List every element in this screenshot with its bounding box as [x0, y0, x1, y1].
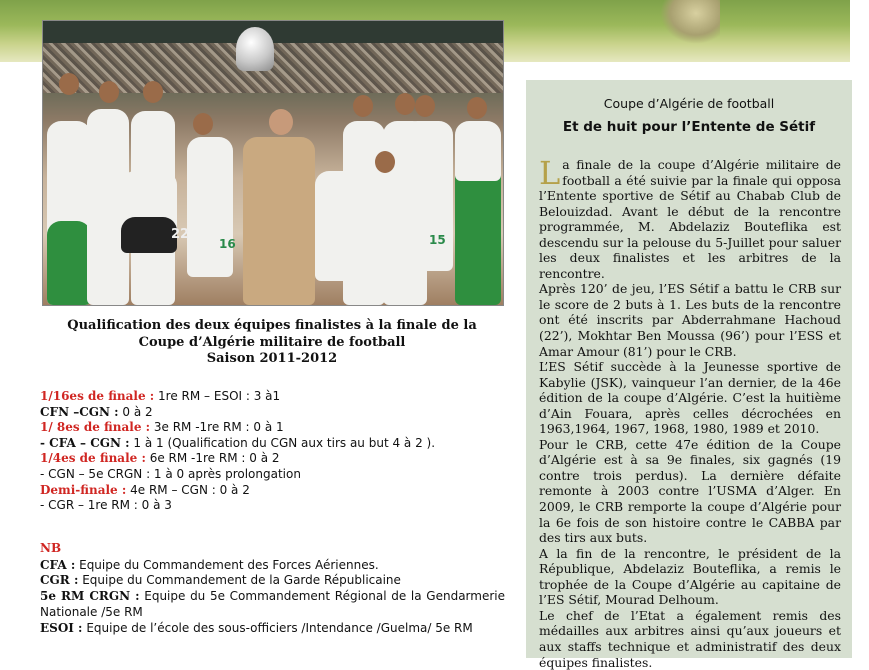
- player-figure: [187, 137, 233, 277]
- result-row: [40, 483, 510, 499]
- nb-text: Equipe du Commandement des Forces Aériennes.: [75, 557, 379, 572]
- nb-text: Equipe de l’école des sous-officiers /Intendance /Guelma/ 5e RM: [82, 620, 473, 635]
- round-label: 1/16es de finale :: [40, 389, 155, 403]
- suited-official: [243, 137, 315, 305]
- player-head: [395, 93, 415, 115]
- match-label: CFN –CGN :: [40, 404, 119, 419]
- result-row: [40, 389, 510, 405]
- result-row: [40, 405, 510, 421]
- article-headline: Et de huit pour l’Entente de Sétif: [562, 119, 816, 135]
- round-label: Demi-finale :: [40, 482, 127, 497]
- result-row: [40, 498, 510, 514]
- player-head: [467, 97, 487, 119]
- jersey-number: 22: [171, 227, 190, 242]
- player-head: [415, 95, 435, 117]
- player-silhouette: [660, 0, 720, 44]
- player-figure: [403, 121, 453, 271]
- official-head: [269, 109, 293, 135]
- drop-cap: L: [539, 154, 561, 192]
- nb-title: NB: [40, 541, 62, 555]
- player-figure: [315, 171, 407, 281]
- match-label: - CFA – CGN :: [40, 435, 130, 450]
- result-text: - CGN – 5e CRGN : 1 à 0 après prolongation: [40, 466, 301, 481]
- photo-caption: [42, 318, 502, 368]
- abbreviations-note: [40, 541, 505, 636]
- nb-abbr: CFA :: [40, 557, 76, 572]
- article-body: [539, 154, 841, 670]
- result-row: [40, 467, 510, 483]
- nb-abbr: CGR :: [40, 573, 79, 588]
- jersey-number: 15: [429, 233, 446, 247]
- paragraph-text: a finale de la coupe d’Algérie militaire de football a été suivie par la finale qui opposa l’Entente sportive de Sétif au Chabab Club de Belouizdad. Avant le début de la rencontre programmée, M. Abdelaziz Bouteflika est descendu sur la pelouse du 5-Juillet pour saluer les deux finalistes et les arbitres de la rencontre.: [539, 157, 841, 281]
- result-row: [40, 436, 510, 452]
- article-paragraph: Pour le CRB, cette 47e édition de la Coupe d’Algérie est à sa 9e finales, six gagnés (19 contre trois perdus). La dernière défaite remonte à 2003 contre l’USMA d’Alger. En 2009, le CRB remporte la coupe d’Algérie pour la 6e fois de son histoire contre le CABBA par des tirs aux buts.: [539, 436, 841, 546]
- result-text: 6e RM -1re RM : 0 à 2: [145, 451, 280, 466]
- article-paragraph: L’ES Sétif succède à la Jeunesse sportive de Kabylie (JSK), vainqueur l’an dernier, de la 46e édition de la coupe d’Algérie. C’est la huitième d’Ain Fouara, après celles décrochées en 1963,1964, 1967, 1968, 1980, 1989 et 2010.: [539, 359, 841, 437]
- article-paragraph: [539, 154, 841, 281]
- article-paragraph: Après 120’ de jeu, l’ES Sétif a battu le CRB sur le score de 2 buts à 1. Les buts de la rencontre ont été inscrits par Abderrahmane Hachoud (22’), Mokhtar Ben Moussa (96’) pour l’ESS et Amar Amour (81’) pour le CRB.: [539, 281, 841, 359]
- result-text: - CGR – 1re RM : 0 à 3: [40, 498, 172, 513]
- jersey-number: 16: [219, 237, 236, 251]
- round-label: 1/ 8es de finale :: [40, 420, 151, 435]
- article-sidebar: [526, 80, 852, 670]
- nb-item: [40, 558, 505, 574]
- article-paragraph: Le chef de l’Etat a également remis des médailles aux arbitres ainsi qu’aux joueurs et aux staffs technique et administratif des deux équipes finalistes.: [539, 607, 841, 670]
- result-row: [40, 451, 510, 467]
- player-head: [193, 113, 213, 135]
- nb-item: [40, 621, 505, 637]
- trophy-cup: [236, 27, 274, 71]
- team-celebration-photo: [42, 20, 504, 306]
- caption-line: Qualification des deux équipes finalistes à la finale de la: [67, 318, 477, 333]
- nb-item: [40, 573, 505, 589]
- result-text: 1re RM – ESOI : 3 à1: [154, 389, 281, 403]
- player-head: [99, 81, 119, 103]
- stadium-roof: [43, 21, 503, 43]
- player-shorts: [121, 217, 177, 253]
- player-figure: [455, 121, 501, 181]
- nb-abbr: ESOI :: [40, 620, 83, 635]
- nb-text: Equipe du Commandement de la Garde Républicaine: [78, 573, 401, 588]
- player-figure: [47, 221, 91, 305]
- player-head: [375, 151, 395, 173]
- caption-line: Coupe d’Algérie militaire de football: [138, 334, 406, 350]
- result-row: [40, 420, 510, 436]
- article-paragraph: A la fin de la rencontre, le président de la République, Abdelaziz Bouteflika, a remis le trophée de la Coupe d’Algérie au capitaine de l’ES Sétif, Mourad Delhoum.: [539, 545, 841, 608]
- nb-abbr: 5e RM CRGN :: [40, 589, 140, 604]
- article-kicker: Coupe d’Algérie de football: [603, 96, 775, 111]
- result-text: 4e RM – CGN : 0 à 2: [126, 482, 250, 497]
- player-head: [143, 81, 163, 103]
- result-text: 0 à 2: [118, 404, 153, 419]
- round-label: 1/4es de finale :: [40, 451, 146, 466]
- result-text: 3e RM -1re RM : 0 à 1: [150, 420, 284, 435]
- nb-text: Equipe du 5e Commandement Régional de la Gendarmerie Nationale /5e RM: [40, 589, 505, 619]
- result-text: 1 à 1 (Qualification du CGN aux tirs au but 4 à 2 ).: [129, 435, 436, 450]
- player-head: [59, 73, 79, 95]
- results-list: [40, 389, 510, 514]
- nb-item: [40, 589, 505, 620]
- player-head: [353, 95, 373, 117]
- caption-line: Saison 2011-2012: [206, 351, 338, 366]
